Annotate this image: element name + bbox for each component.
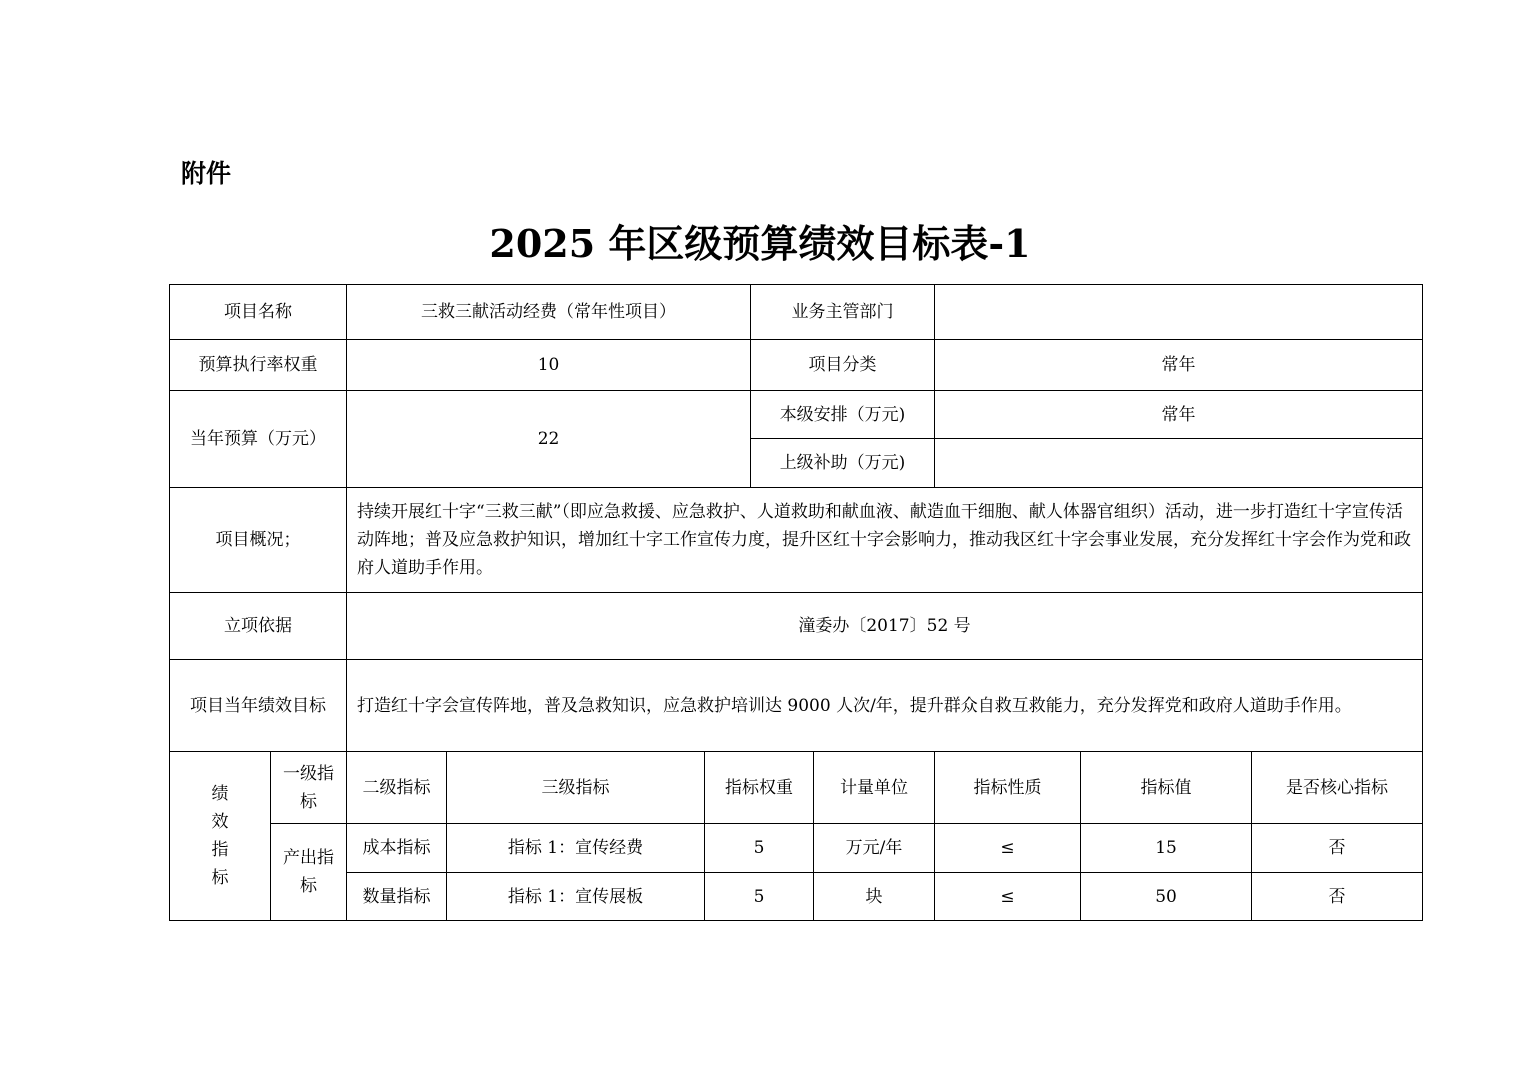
item-value: 15 <box>1081 824 1252 873</box>
local-budget-value: 常年 <box>935 391 1423 439</box>
local-budget-label: 本级安排（万元) <box>751 391 935 439</box>
budget-label: 当年预算（万元） <box>170 391 347 488</box>
header-level1: 一级指标 <box>271 752 347 824</box>
item-nature: ≤ <box>935 873 1081 921</box>
item-level3: 指标 1：宣传展板 <box>447 873 705 921</box>
category-label: 项目分类 <box>751 340 935 391</box>
table-row <box>170 391 1423 439</box>
table-row <box>170 752 1423 824</box>
table-row <box>170 824 1423 873</box>
header-weight: 指标权重 <box>705 752 814 824</box>
item-level2: 成本指标 <box>347 824 447 873</box>
table-row <box>170 660 1423 752</box>
basis-value: 潼委办〔2017〕52 号 <box>347 593 1423 660</box>
table-row <box>170 340 1423 391</box>
upper-subsidy-value <box>935 439 1423 488</box>
item-level2: 数量指标 <box>347 873 447 921</box>
header-unit: 计量单位 <box>814 752 935 824</box>
header-level2: 二级指标 <box>347 752 447 824</box>
header-nature: 指标性质 <box>935 752 1081 824</box>
table-row <box>170 593 1423 660</box>
header-level3: 三级指标 <box>447 752 705 824</box>
budget-value: 22 <box>347 391 751 488</box>
level1-output: 产出指标 <box>271 824 347 921</box>
indicator-section-label <box>170 752 271 921</box>
item-core: 否 <box>1252 824 1423 873</box>
dept-value <box>935 285 1423 340</box>
indicator-section-text: 绩 效 指 标 <box>211 784 229 888</box>
exec-rate-value: 10 <box>347 340 751 391</box>
item-level3: 指标 1：宣传经费 <box>447 824 705 873</box>
item-unit: 万元/年 <box>814 824 935 873</box>
table-row <box>170 488 1423 593</box>
category-value: 常年 <box>935 340 1423 391</box>
upper-subsidy-label: 上级补助（万元) <box>751 439 935 488</box>
item-weight: 5 <box>705 873 814 921</box>
project-name-label: 项目名称 <box>170 285 347 340</box>
project-name-value: 三救三献活动经费（常年性项目） <box>347 285 751 340</box>
overview-label: 项目概况； <box>170 488 347 593</box>
table-row <box>170 873 1423 921</box>
goal-value: 打造红十字会宣传阵地，普及急救知识，应急救护培训达 9000 人次/年，提升群众自救互救能力，充分发挥党和政府人道助手作用。 <box>347 660 1423 752</box>
budget-performance-table <box>169 284 1423 921</box>
basis-label: 立项依据 <box>170 593 347 660</box>
item-core: 否 <box>1252 873 1423 921</box>
exec-rate-label: 预算执行率权重 <box>170 340 347 391</box>
item-nature: ≤ <box>935 824 1081 873</box>
item-weight: 5 <box>705 824 814 873</box>
goal-label: 项目当年绩效目标 <box>170 660 347 752</box>
header-core: 是否核心指标 <box>1252 752 1423 824</box>
table-row <box>170 285 1423 340</box>
item-unit: 块 <box>814 873 935 921</box>
overview-value: 持续开展红十字“三救三献”（即应急救援、应急救护、人道救助和献血液、献造血干细胞、献人体器官组织）活动，进一步打造红十字宣传活动阵地；普及应急救护知识，增加红十字工作宣传力度，提升区红十字会影响力，推动我区红十字会事业发展，充分发挥红十字会作为党和政府人道助手作用。 <box>347 488 1423 593</box>
header-value: 指标值 <box>1081 752 1252 824</box>
page-title: 2025 年区级预算绩效目标表-1 <box>489 221 1031 266</box>
attachment-label: 附件 <box>181 159 232 188</box>
item-value: 50 <box>1081 873 1252 921</box>
dept-label: 业务主管部门 <box>751 285 935 340</box>
